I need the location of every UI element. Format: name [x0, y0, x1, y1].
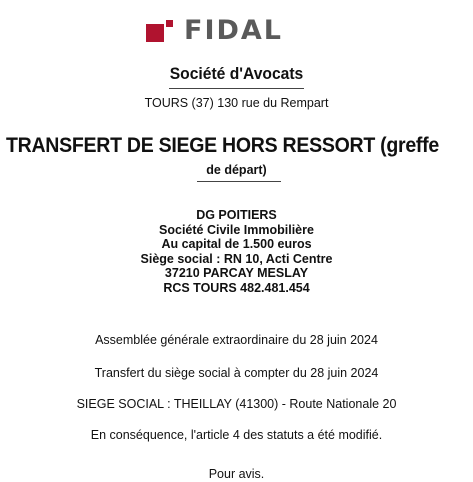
firm-address: TOURS (37) 130 rue du Rempart [144, 96, 329, 110]
logo-text: FIDAL [184, 15, 284, 46]
company-capital: Au capital de 1.500 euros [161, 237, 312, 251]
paragraph-statutes: En conséquence, l'article 4 des statuts a été modifié. [90, 428, 383, 442]
closing: Pour avis. [208, 467, 265, 481]
notice-headline: TRANSFERT DE SIEGE HORS RESSORT (greffe [6, 134, 439, 157]
fidal-logo-mark-icon [146, 20, 170, 42]
paragraph-transfer: Transfert du siège social à compter du 28 juin 2024 [94, 366, 379, 380]
company-block [0, 208, 473, 295]
company-name: DG POITIERS [196, 208, 277, 222]
notice-headline-continuation: de départ) [206, 163, 267, 177]
logo-square-small [166, 20, 173, 27]
logo-square-large [146, 24, 164, 42]
company-rcs: RCS TOURS 482.481.454 [163, 280, 310, 295]
divider [197, 181, 281, 182]
paragraph-assembly: Assemblée générale extraordinaire du 28 juin 2024 [95, 333, 378, 347]
company-city: 37210 PARCAY MESLAY [164, 266, 309, 280]
divider [169, 88, 304, 89]
company-seat: Siège social : RN 10, Acti Centre [140, 251, 333, 266]
company-form: Société Civile Immobilière [159, 222, 314, 237]
firm-type: Société d'Avocats [169, 64, 304, 83]
paragraph-new-seat: SIEGE SOCIAL : THEILLAY (41300) - Route Nationale 20 [76, 397, 397, 411]
